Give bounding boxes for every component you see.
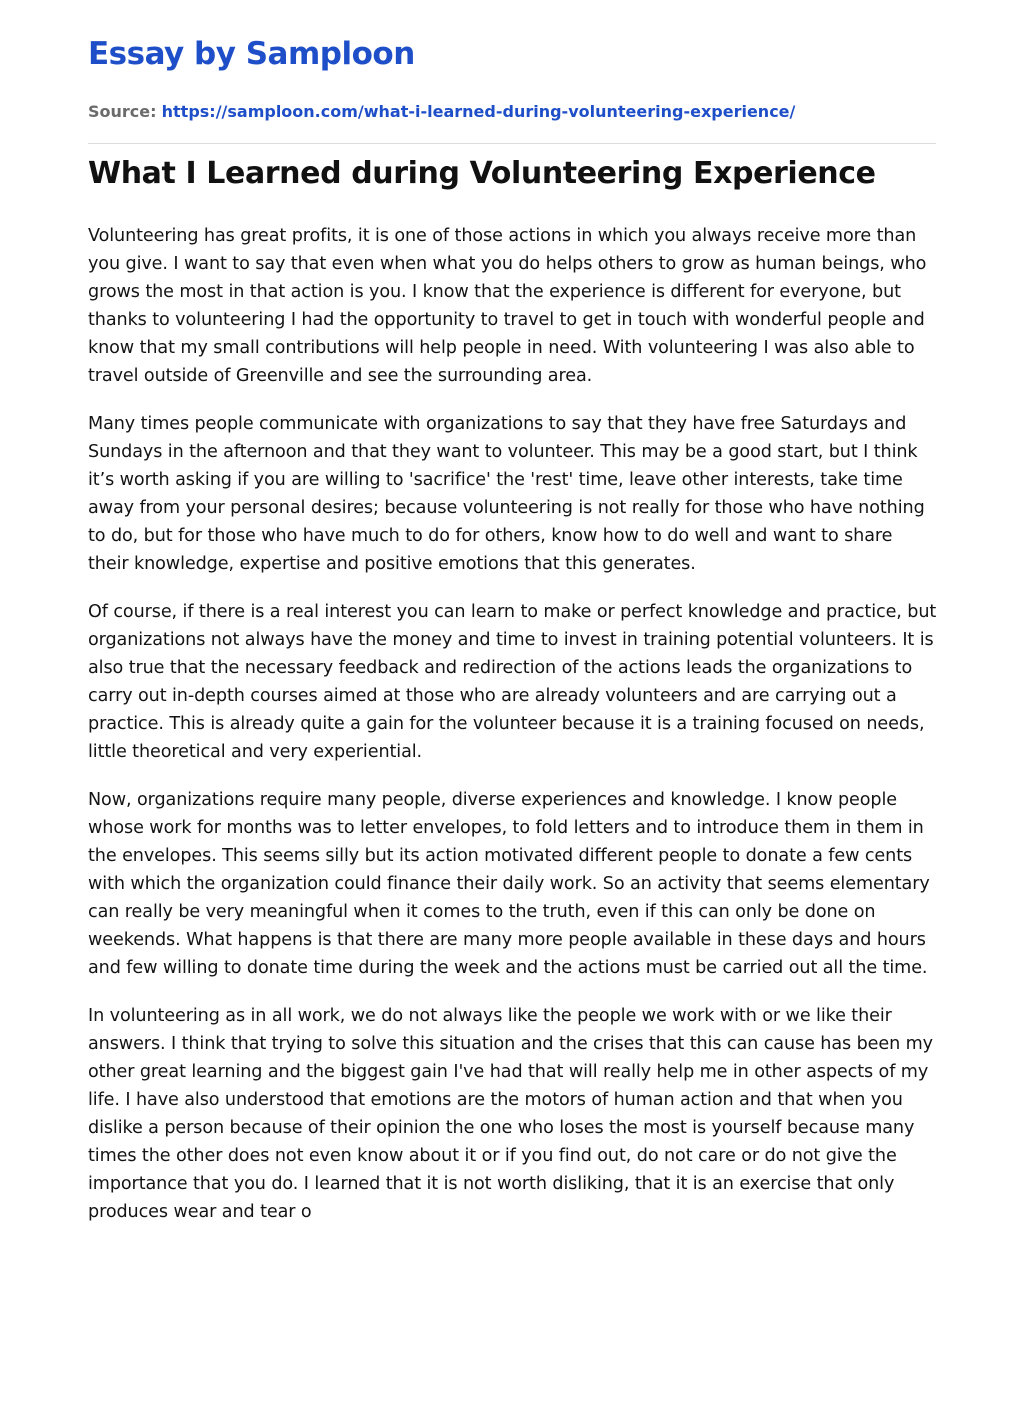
source-line [88,102,795,121]
essay-paragraph: Volunteering has great profits, it is one of those actions in which you always receive more than you give. I want to say that even when what you do helps others to grow as human beings, who grows the most in that action is you. I know that the experience is different for everyone, but thanks to volunteering I had the opportunity to travel to get in touch with wonderful people and know that my small contributions will help people in need. With volunteering I was also able to travel outside of Greenville and see the surrounding area. [88,226,927,386]
essay-body [88,222,938,1246]
essay-paragraph: Many times people communicate with organizations to say that they have free Saturdays and Sundays in the afternoon and that they want to volunteer. This may be a good start, but I think it’s worth asking if you are willing to 'sacrifice' the 'rest' time, leave other interests, take time away from your personal desires; because volunteering is not really for those who have nothing to do, but for those who have much to do for others, know how to do well and want to share their knowledge, expertise and positive emotions that this generates. [88,414,925,574]
source-label: Source: [88,102,157,121]
source-link[interactable]: https://samploon.com/what-i-learned-during-volunteering-experience/ [161,102,796,121]
essay-paragraph: Of course, if there is a real interest you can learn to make or perfect knowledge and practice, but organizations not always have the money and time to invest in training potential volunteers. It is also true that the necessary feedback and redirection of the actions leads the organizations to carry out in-depth courses aimed at those who are already volunteers and are carrying out a practice. This is already quite a gain for the volunteer because it is a training focused on needs, little theoretical and very experiential. [88,602,937,762]
essay-paragraph: Now, organizations require many people, diverse experiences and knowledge. I know people whose work for months was to letter envelopes, to fold letters and to introduce them in them in the envelopes. This seems silly but its action motivated different people to donate a few cents with which the organization could finance their daily work. So an activity that seems elementary can really be very meaningful when it comes to the truth, even if this can only be done on weekends. What happens is that there are many more people available in these days and hours and few willing to donate time during the week and the actions must be carried out all the time. [88,790,930,978]
header-divider [88,143,936,144]
site-brand: Essay by Samploon [88,36,415,72]
essay-paragraph: In volunteering as in all work, we do not always like the people we work with or we like their answers. I think that trying to solve this situation and the crises that this can cause has been my other great learning and the biggest gain I've had that will really help me in other aspects of my life. I have also understood that emotions are the motors of human action and that when you dislike a person because of their opinion the one who loses the most is yourself because many times the other does not even know about it or if you find out, do not care or do not give the importance that you do. I learned that it is not worth disliking, that it is an exercise that only produces wear and tear o [88,1006,933,1222]
essay-title: What I Learned during Volunteering Experience [88,156,876,191]
